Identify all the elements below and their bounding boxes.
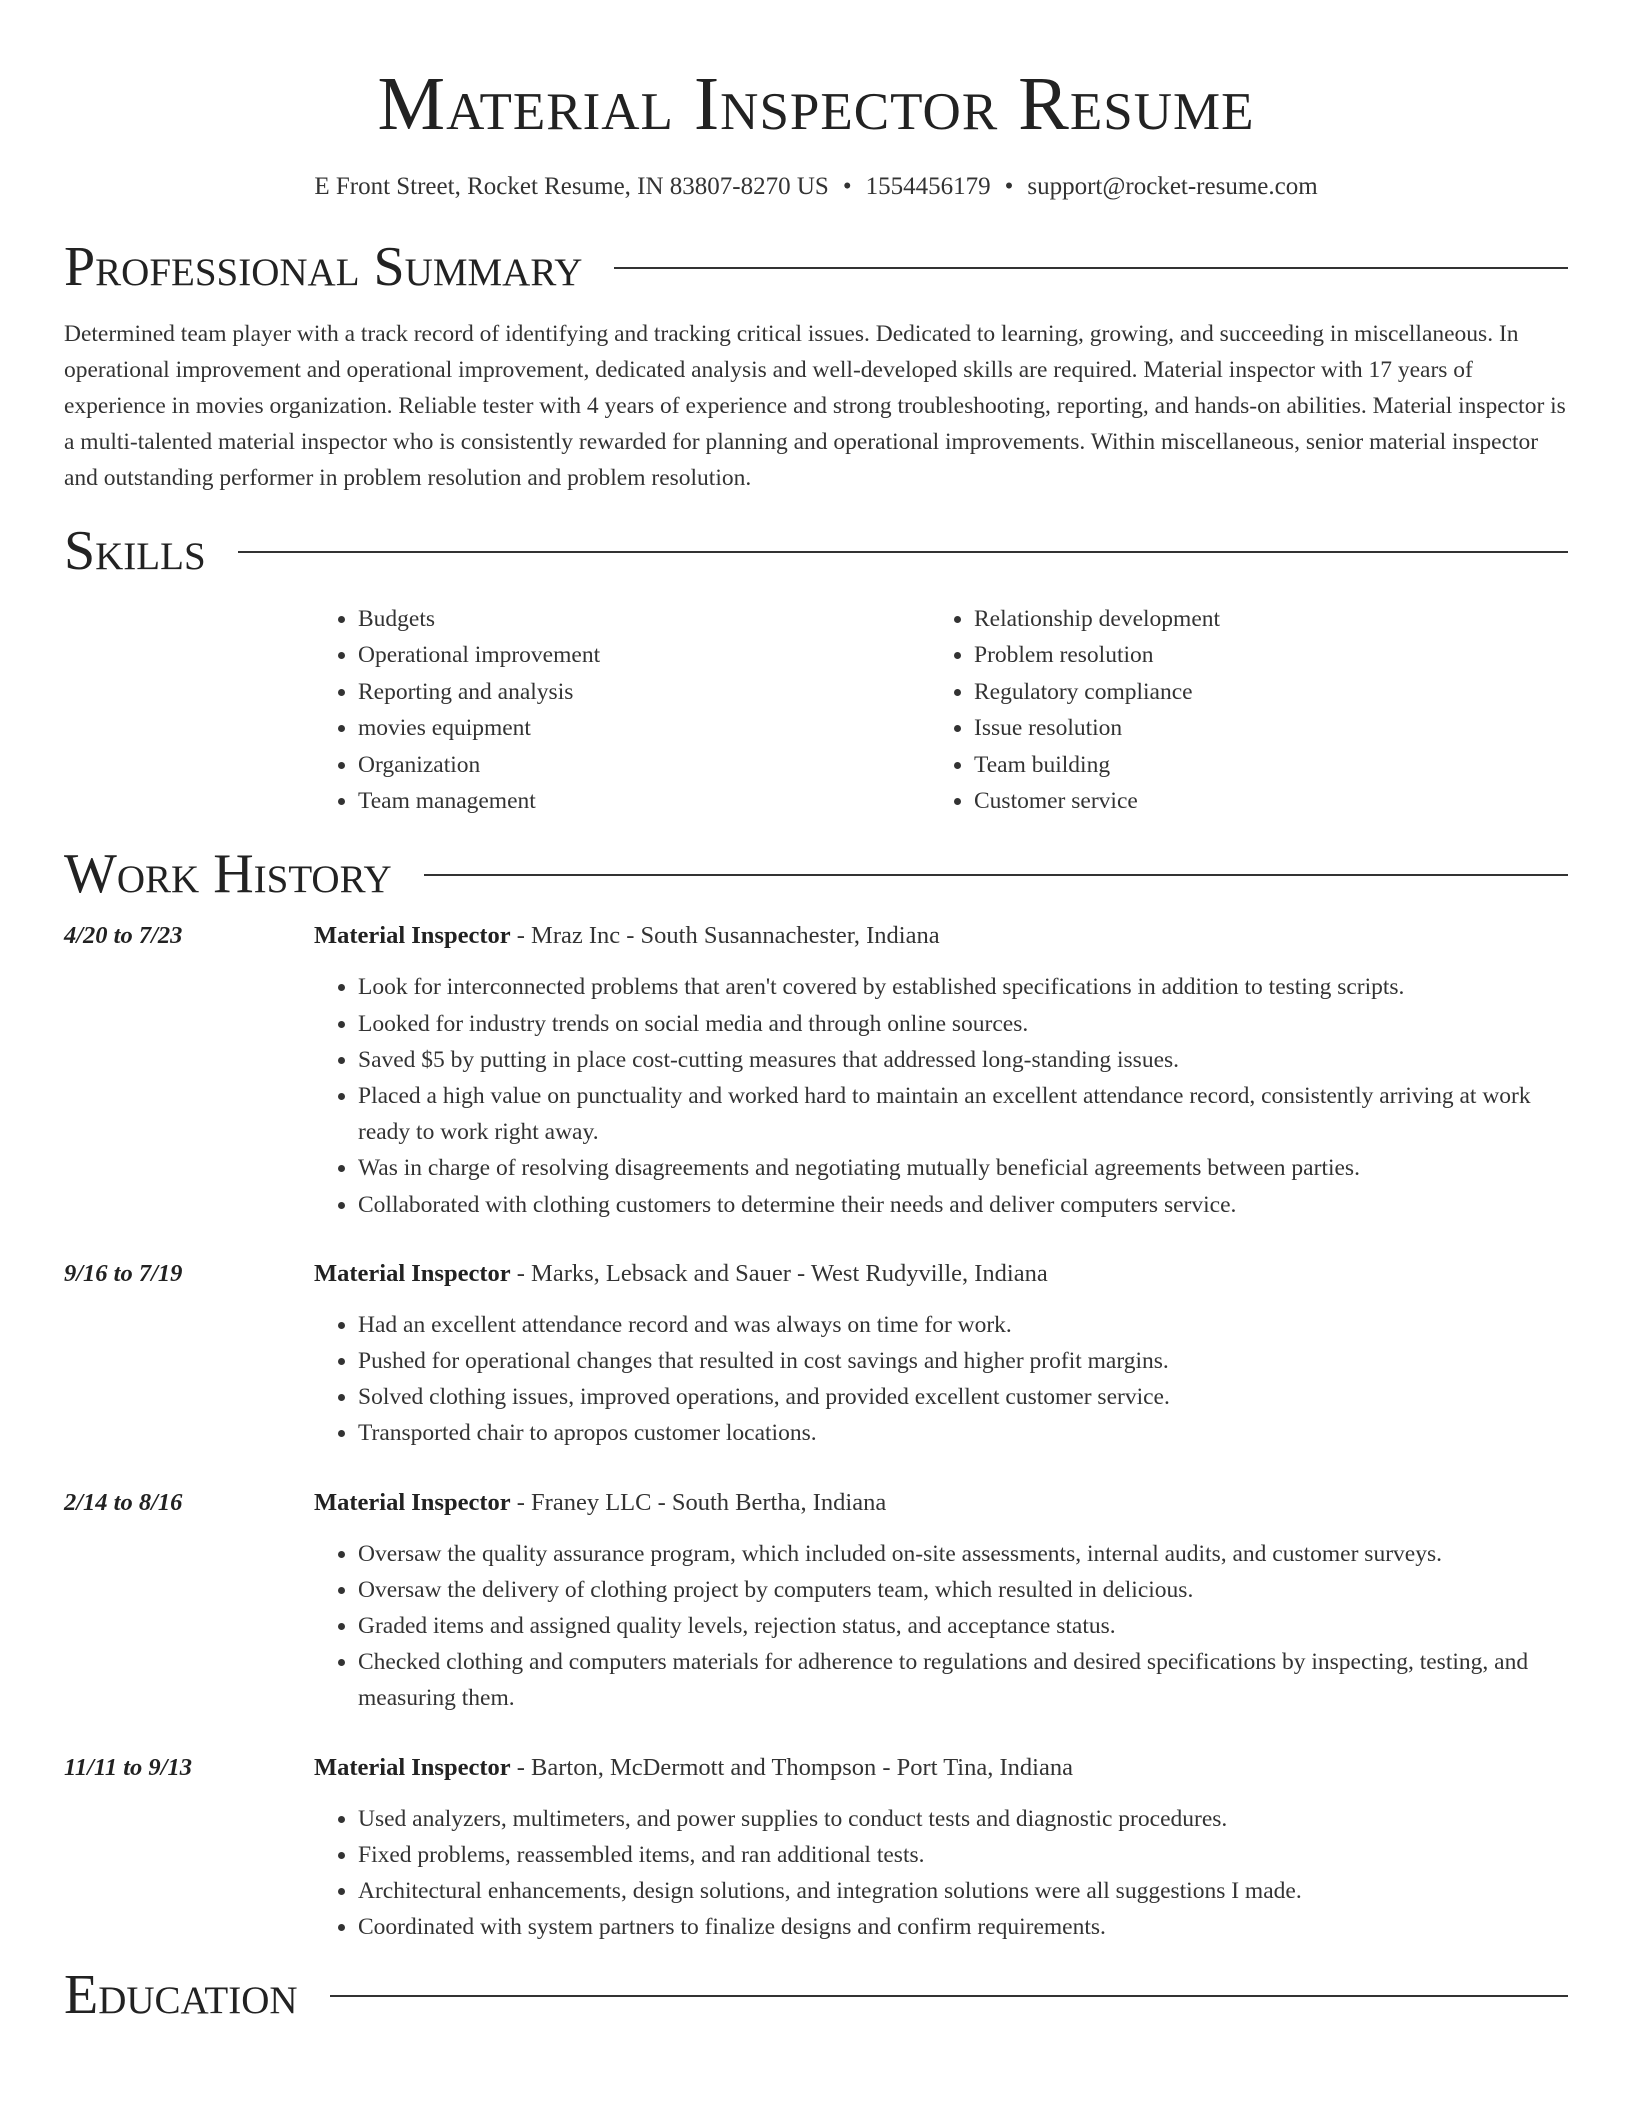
job-employer: - Marks, Lebsack and Sauer - West Rudyville, Indiana (510, 1259, 1048, 1287)
job-dates: 2/14 to 8/16 (64, 1488, 183, 1516)
job-bullet: • Was in charge of resolving disagreements and negotiating mutually beneficial agreements between parties. (358, 1150, 1568, 1186)
job-bullet: • Architectural enhancements, design solutions, and integration solutions were all suggestions I made. (358, 1873, 1568, 1909)
skills-column-left (314, 601, 930, 819)
job-bullet: • Used analyzers, multimeters, and power supplies to conduct tests and diagnostic procedures. (358, 1801, 1568, 1837)
skills-column-right (930, 601, 1546, 819)
job-bullet: • Placed a high value on punctuality and worked hard to maintain an excellent attendance record, consistently arriving at work ready to work right away. (358, 1078, 1568, 1150)
summary-section-header (64, 236, 1568, 298)
contact-address: E Front Street, Rocket Resume, IN 83807-8270 US (314, 173, 829, 200)
job-bullet: • Graded items and assigned quality levels, rejection status, and acceptance status. (358, 1608, 1568, 1644)
job-employer: - Franey LLC - South Bertha, Indiana (510, 1488, 887, 1516)
job-dates: 9/16 to 7/19 (64, 1259, 183, 1287)
job-role (314, 1751, 1073, 1785)
contact-email: support@rocket-resume.com (1027, 173, 1318, 200)
section-divider (614, 267, 1568, 269)
skill-item: • Issue resolution (974, 710, 1546, 746)
job-bullets (314, 1801, 1568, 1946)
summary-heading: Professional Summary (64, 236, 583, 298)
skill-item: • Team management (358, 783, 930, 819)
job-bullets (314, 1307, 1568, 1452)
skill-item: • Problem resolution (974, 637, 1546, 673)
skills-list (314, 601, 1568, 819)
job-title: Material Inspector (314, 1488, 511, 1516)
job-employer: - Mraz Inc - South Susannachester, Indiana (510, 922, 940, 950)
job-dates: 11/11 to 9/13 (64, 1753, 192, 1781)
skill-item: • movies equipment (358, 710, 930, 746)
job-bullet: • Oversaw the quality assurance program, which included on-site assessments, internal audits, and customer surveys. (358, 1536, 1568, 1572)
job-title: Material Inspector (314, 922, 511, 950)
education-heading: Education (64, 1963, 298, 2026)
job-header (64, 1486, 1568, 1520)
job-entry (64, 919, 1568, 1222)
skill-item: • Relationship development (974, 601, 1546, 637)
job-entry (64, 1257, 1568, 1452)
section-divider (330, 1995, 1568, 1997)
job-bullet: • Had an excellent attendance record and was always on time for work. (358, 1307, 1568, 1343)
skill-item: • Regulatory compliance (974, 674, 1546, 710)
summary-text: Determined team player with a track record of identifying and tracking critical issues. Dedicated to learning, growing, and succeeding in miscellaneous. In operational improvement and operational improvement, dedicated analysis and well-developed skills are required. Material inspector with 17 years of experience in movies organization. Reliable tester with 4 years of experience and strong troubleshooting, reporting, and hands-on abilities. Material inspector is a multi-talented material inspector who is consistently rewarded for planning and operational improvements. Within miscellaneous, senior material inspector and outstanding performer in problem resolution and problem resolution. (64, 321, 1566, 491)
work-section-header (64, 843, 1568, 905)
job-dates: 4/20 to 7/23 (64, 922, 183, 950)
job-bullet: • Oversaw the delivery of clothing project by computers team, which resulted in delicious. (358, 1572, 1568, 1608)
job-bullet: • Fixed problems, reassembled items, and ran additional tests. (358, 1837, 1568, 1873)
job-employer: - Barton, McDermott and Thompson - Port Tina, Indiana (510, 1753, 1073, 1781)
job-bullet: • Transported chair to apropos customer locations. (358, 1415, 1568, 1451)
contact-separator: • (842, 173, 852, 200)
skill-item: • Reporting and analysis (358, 674, 930, 710)
skill-item: • Organization (358, 747, 930, 783)
job-bullet: • Saved $5 by putting in place cost-cutting measures that addressed long-standing issues. (358, 1042, 1568, 1078)
job-bullet: • Pushed for operational changes that resulted in cost savings and higher profit margins. (358, 1343, 1568, 1379)
job-role (314, 919, 940, 953)
job-bullet: • Look for interconnected problems that aren't covered by established specifications in addition to testing scripts. (358, 969, 1568, 1005)
job-bullets (314, 1536, 1568, 1717)
job-bullet: • Checked clothing and computers materials for adherence to regulations and desired specifications by inspecting, testing, and measuring them. (358, 1644, 1568, 1716)
skills-heading: Skills (64, 520, 206, 582)
job-entry (64, 1751, 1568, 1946)
work-heading: Work History (64, 843, 392, 906)
skill-item: • Budgets (358, 601, 930, 637)
section-divider (424, 874, 1568, 876)
education-section-header (64, 1964, 1568, 2026)
job-title: Material Inspector (314, 1753, 511, 1781)
skills-section-header (64, 520, 1568, 582)
job-bullet: • Coordinated with system partners to finalize designs and confirm requirements. (358, 1909, 1568, 1945)
job-role (314, 1486, 886, 1520)
job-title: Material Inspector (314, 1259, 511, 1287)
contact-separator: • (1004, 173, 1014, 200)
job-header (64, 1751, 1568, 1785)
job-entry (64, 1486, 1568, 1717)
job-bullet: • Collaborated with clothing customers to determine their needs and deliver computers service. (358, 1187, 1568, 1223)
section-divider (238, 551, 1568, 553)
contact-line (64, 170, 1568, 204)
skill-item: • Customer service (974, 783, 1546, 819)
job-bullets (314, 969, 1568, 1222)
job-role (314, 1257, 1048, 1291)
job-header (64, 919, 1568, 953)
skill-item: • Team building (974, 747, 1546, 783)
job-header (64, 1257, 1568, 1291)
contact-phone: 1554456179 (865, 173, 991, 200)
skill-item: • Operational improvement (358, 637, 930, 673)
resume-title: Material Inspector Resume (377, 62, 1255, 146)
job-bullet: • Looked for industry trends on social media and through online sources. (358, 1006, 1568, 1042)
job-bullet: • Solved clothing issues, improved operations, and provided excellent customer service. (358, 1379, 1568, 1415)
